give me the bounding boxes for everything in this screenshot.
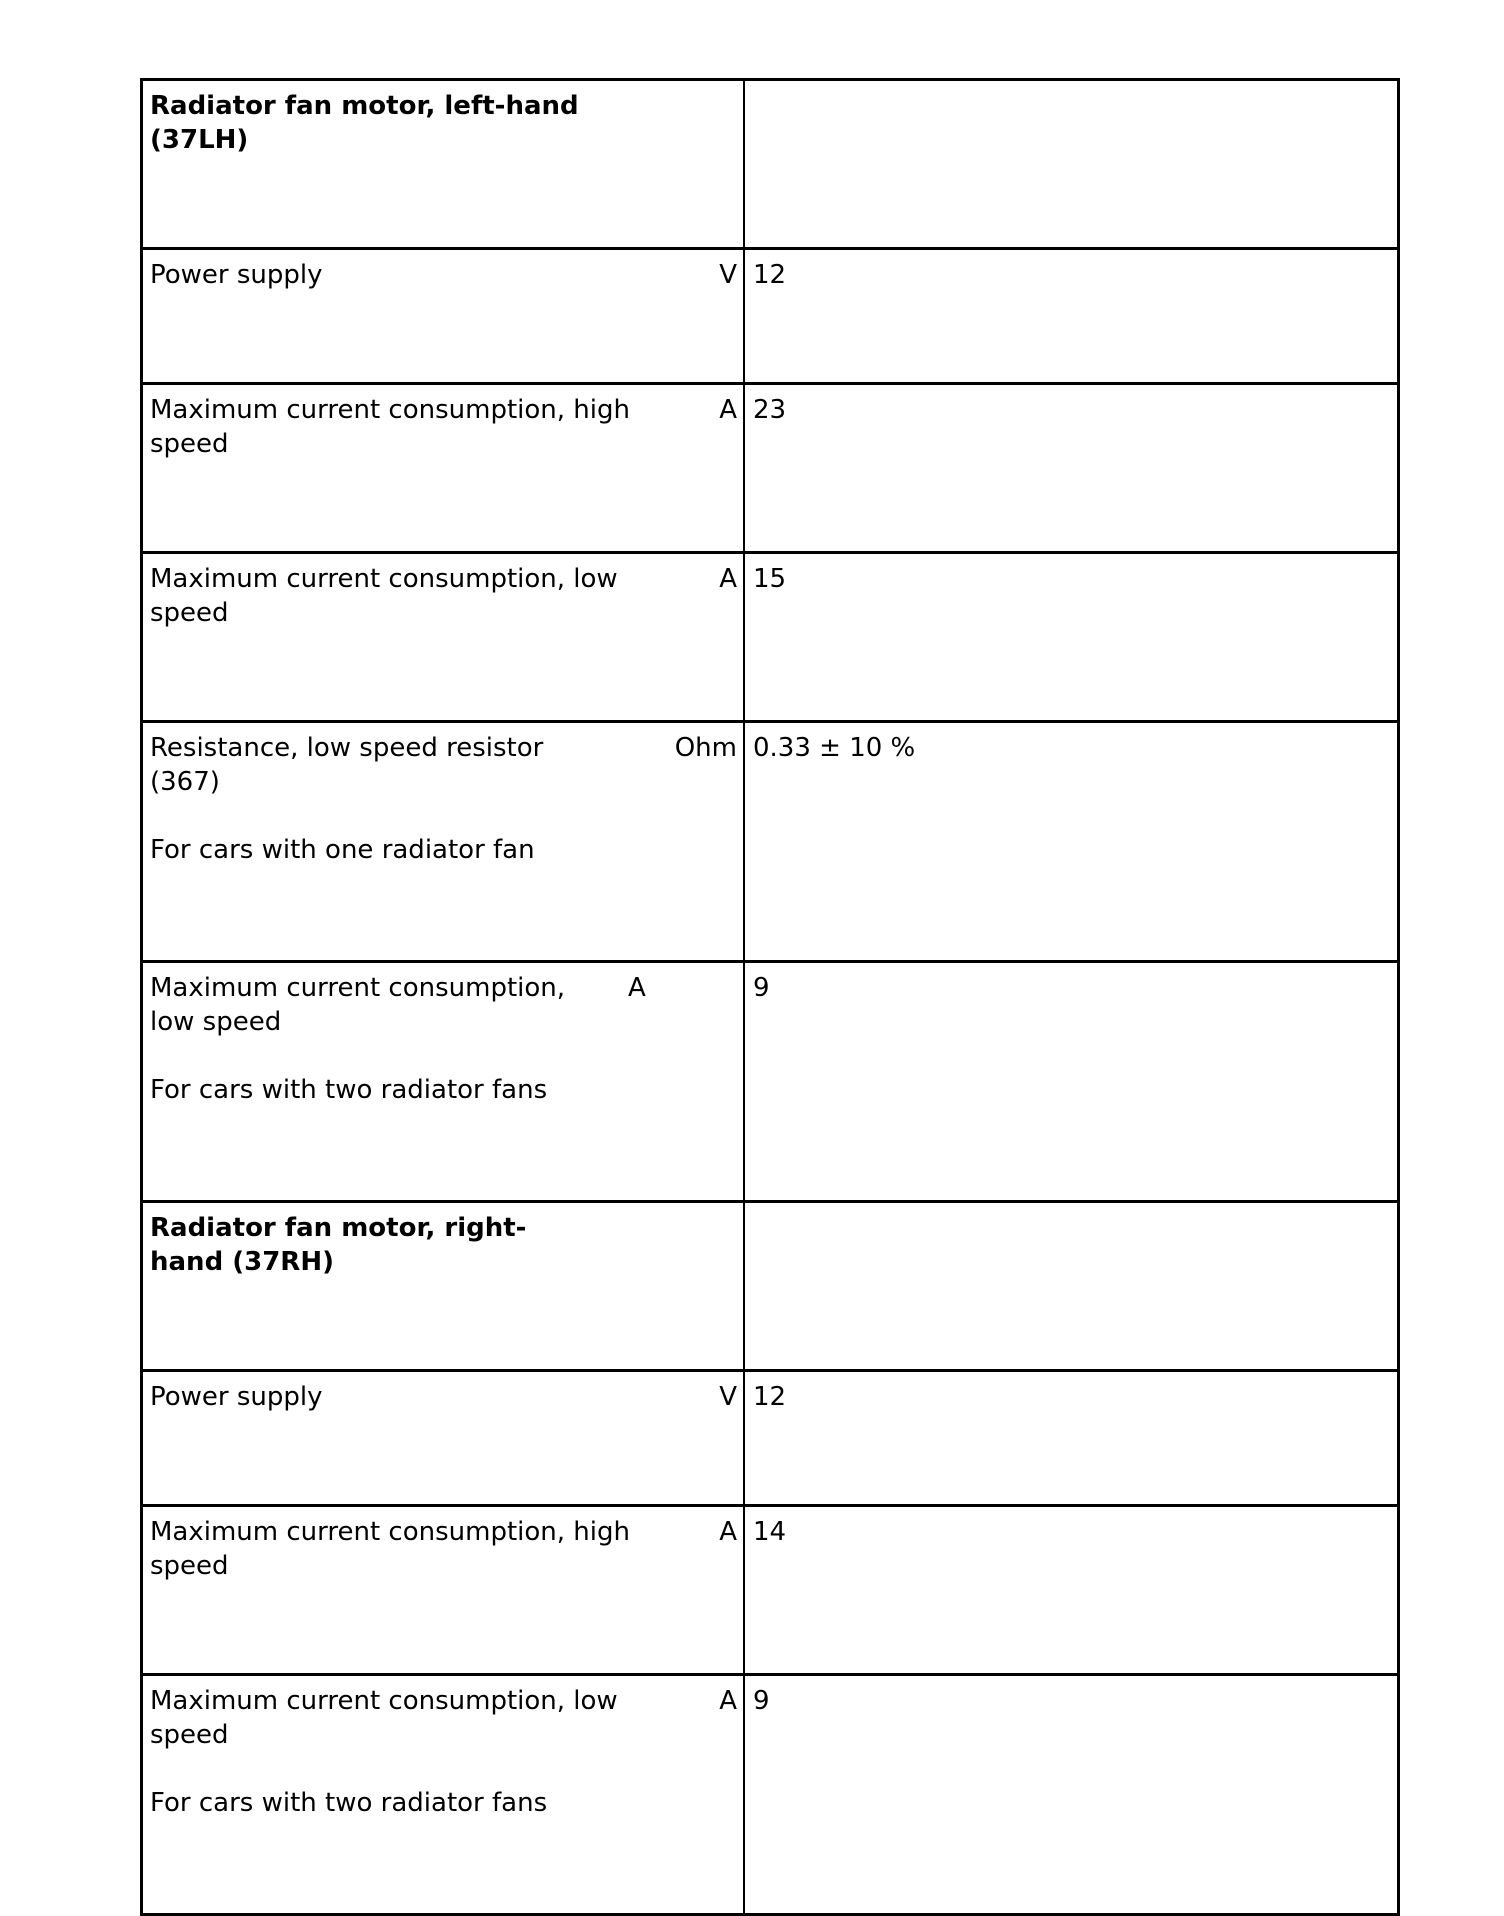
spec-table (140, 78, 1400, 1916)
unit-label: A (719, 564, 737, 594)
spec-note: For cars with two radiator fans (150, 1788, 548, 1818)
value-cell (744, 80, 1399, 249)
value-cell (744, 384, 1399, 553)
unit-label: V (719, 260, 737, 290)
table-row-heading-37lh (142, 80, 1399, 249)
label-cell (142, 553, 745, 722)
label-cell (142, 80, 745, 249)
unit-label: A (719, 395, 737, 425)
table-row (142, 1675, 1399, 1915)
spec-label: Maximum current consumption, low speed (150, 564, 618, 628)
label-cell (142, 1675, 745, 1915)
label-cell (142, 722, 745, 962)
spec-label: Maximum current consumption, low speed (150, 973, 566, 1037)
value-cell (744, 249, 1399, 384)
table-row (142, 1371, 1399, 1506)
value-cell (744, 962, 1399, 1202)
table-row-heading-37rh (142, 1202, 1399, 1371)
spec-value: 9 (753, 1686, 770, 1716)
table-row (142, 553, 1399, 722)
spec-value: 23 (753, 395, 787, 425)
label-cell (142, 962, 745, 1202)
spec-label: Maximum current consumption, high speed (150, 395, 630, 459)
table-row (142, 384, 1399, 553)
section-heading: Radiator fan motor, right-hand (37RH) (150, 1213, 527, 1277)
unit-label: V (719, 1382, 737, 1412)
spec-value: 14 (753, 1517, 787, 1547)
spec-label: Maximum current consumption, low speed (150, 1686, 618, 1750)
spec-note: For cars with one radiator fan (150, 835, 535, 865)
label-cell (142, 1202, 745, 1371)
label-cell (142, 249, 745, 384)
spec-value: 9 (753, 973, 770, 1003)
unit-label: A (628, 973, 646, 1003)
spec-value: 0.33 ± 10 % (753, 733, 916, 763)
spec-value: 12 (753, 1382, 787, 1412)
spec-value: 12 (753, 260, 787, 290)
spec-label: Maximum current consumption, high speed (150, 1517, 630, 1581)
value-cell (744, 553, 1399, 722)
label-cell (142, 1506, 745, 1675)
table-row (142, 722, 1399, 962)
value-cell (744, 1506, 1399, 1675)
label-cell (142, 1371, 745, 1506)
spec-note: For cars with two radiator fans (150, 1075, 548, 1105)
value-cell (744, 722, 1399, 962)
section-heading: Radiator fan motor, left-hand (37LH) (150, 91, 579, 155)
spec-label: Power supply (150, 1382, 323, 1412)
unit-label: A (719, 1517, 737, 1547)
value-cell (744, 1371, 1399, 1506)
unit-label: A (719, 1686, 737, 1716)
unit-label: Ohm (674, 733, 737, 763)
value-cell (744, 1202, 1399, 1371)
spec-label: Power supply (150, 260, 323, 290)
table-row (142, 249, 1399, 384)
value-cell (744, 1675, 1399, 1915)
table-row (142, 962, 1399, 1202)
spec-label: Resistance, low speed resistor (367) (150, 733, 544, 797)
spec-value: 15 (753, 564, 787, 594)
table-row (142, 1506, 1399, 1675)
label-cell (142, 384, 745, 553)
